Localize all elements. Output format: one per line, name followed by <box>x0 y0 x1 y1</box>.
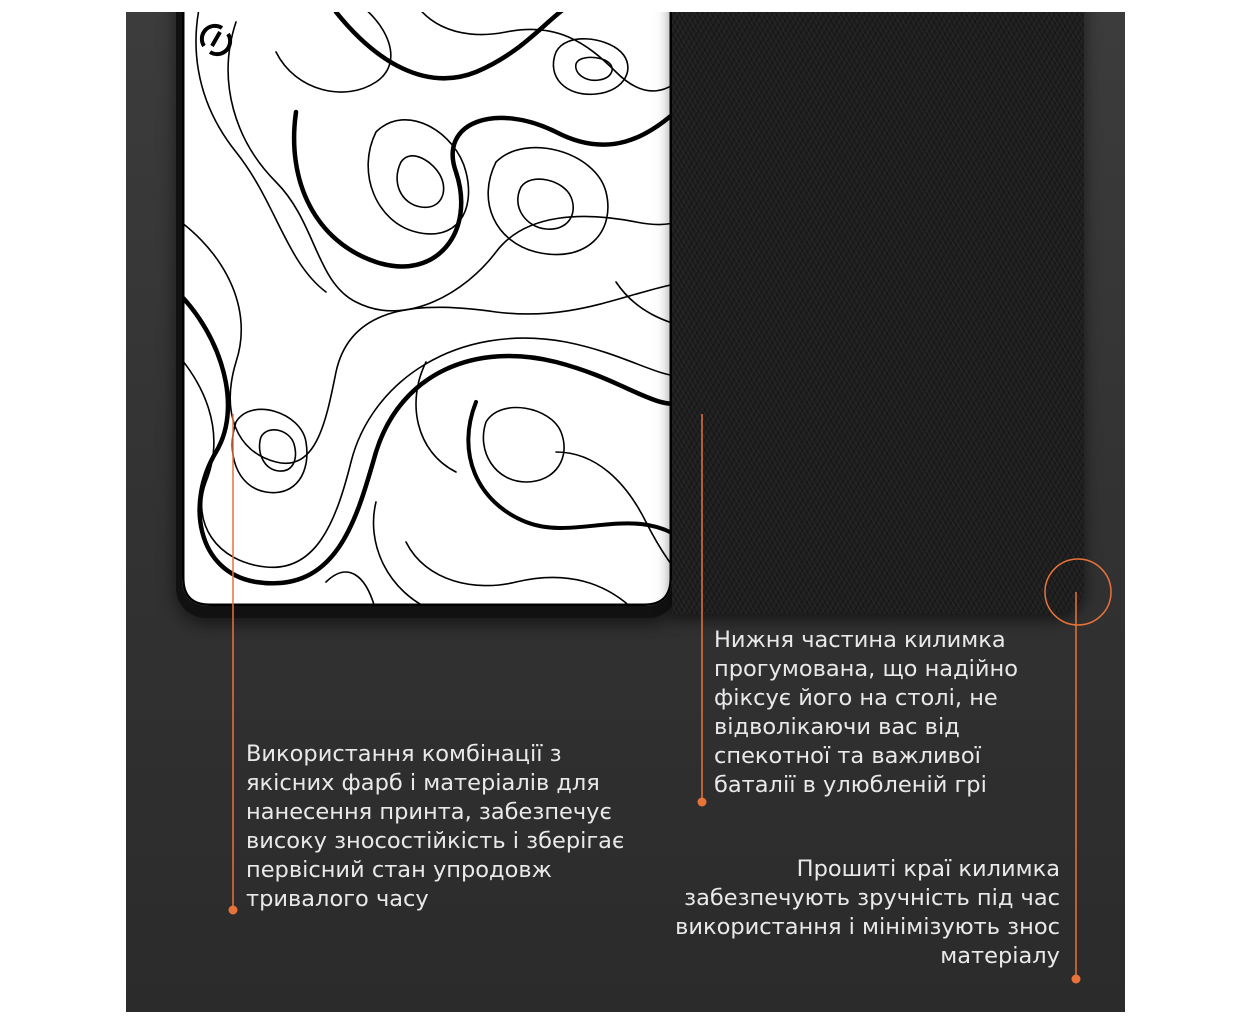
product-stage <box>126 12 1125 1012</box>
text-line: нанесення принта, забезпечує <box>246 799 612 825</box>
text-line: якісних фарб і матеріалів для <box>246 770 600 796</box>
text-line: баталії в улюбленій грі <box>714 772 987 798</box>
text-line: первісний стан упродовж <box>246 857 552 883</box>
callout-print-quality-text <box>246 740 624 914</box>
text-line: Використання комбінації з <box>246 741 562 767</box>
edge-magnifier-circle <box>1045 559 1111 625</box>
callout-dot-edge <box>1072 975 1081 984</box>
text-line: матеріалу <box>940 943 1060 969</box>
text-line: тривалого часу <box>246 886 429 912</box>
callout-dot-rubber <box>698 798 707 807</box>
text-line: фіксує його на столі, не <box>714 685 998 711</box>
callout-line-print <box>229 414 238 915</box>
text-line: використання і мінімізують знос <box>675 914 1060 940</box>
callout-rubber-base-text <box>714 626 1018 800</box>
text-line: високу зносостійкість і зберігає <box>246 828 625 854</box>
callout-stitched-edges-text <box>675 855 1060 971</box>
text-line: спекотної та важливої <box>714 743 981 769</box>
text-line: відволікаючи вас від <box>714 714 960 740</box>
text-line: Прошиті краї килимка <box>796 856 1060 882</box>
text-line: забезпечують зручність під час <box>684 885 1060 911</box>
callout-line-rubber <box>698 414 707 807</box>
text-line: прогумована, що надійно <box>714 656 1019 682</box>
callout-dot-print <box>229 906 238 915</box>
text-line: Нижня частина килимка <box>714 627 1006 653</box>
